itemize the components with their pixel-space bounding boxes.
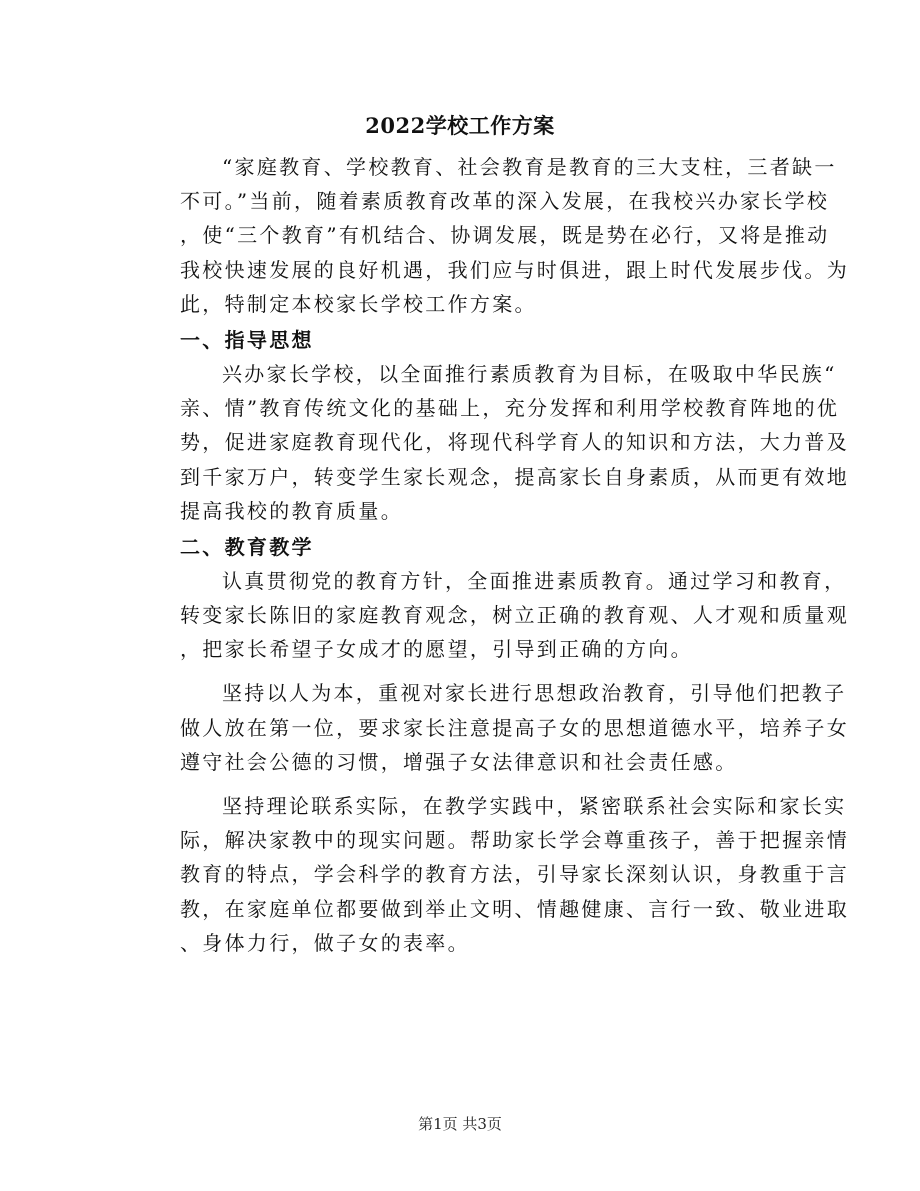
intro-line: 我校快速发展的良好机遇，我们应与时俱进，跟上时代发展步伐。为 <box>180 257 849 282</box>
paragraph-line: 坚持以人为本，重视对家长进行思想政治教育，引导他们把教子 <box>222 681 847 706</box>
paragraph-line: 转变家长陈旧的家庭教育观念，树立正确的教育观、人才观和质量观 <box>180 603 849 628</box>
paragraph-line: 亲、情”教育传统文化的基础上，充分发挥和利用学校教育阵地的优 <box>180 396 840 421</box>
page-number-footer: 第1页 共3页 <box>418 1115 502 1133</box>
document-title: 2022学校工作方案 <box>365 113 555 138</box>
paragraph-line: 势，促进家庭教育现代化，将现代科学育人的知识和方法，大力普及 <box>180 430 849 455</box>
paragraph-line: 教育的特点，学会科学的教育方法，引导家长深刻认识，身教重于言 <box>180 862 849 887</box>
section-heading-education-teaching: 二、教育教学 <box>180 534 314 559</box>
section-heading-guiding-thought: 一、指导思想 <box>180 327 314 352</box>
intro-line: 此，特制定本校家长学校工作方案。 <box>180 291 537 316</box>
intro-line: “家庭教育、学校教育、社会教育是教育的三大支柱，三者缺一 <box>222 155 837 179</box>
paragraph-line: 、身体力行，做子女的表率。 <box>180 930 470 955</box>
paragraph-line: ，把家长希望子女成才的愿望，引导到正确的方向。 <box>180 637 693 662</box>
paragraph-line: 坚持理论联系实际，在教学实践中，紧密联系社会实际和家长实 <box>222 794 847 818</box>
paragraph-line: 到千家万户，转变学生家长观念，提高家长自身素质，从而更有效地 <box>180 464 849 489</box>
paragraph-line: 兴办家长学校，以全面推行素质教育为目标，在吸取中华民族“ <box>222 361 837 386</box>
intro-line: 不可。”当前，随着素质教育改革的深入发展，在我校兴办家长学校 <box>180 189 830 214</box>
paragraph-line: 际，解决家教中的现实问题。帮助家长学会尊重孩子，善于把握亲情 <box>180 828 849 853</box>
paragraph-line: 教，在家庭单位都要做到举止文明、情趣健康、言行一致、敬业进取 <box>180 896 849 921</box>
document-body <box>180 150 849 960</box>
paragraph-line: 提高我校的教育质量。 <box>180 498 403 523</box>
paragraph-line: 遵守社会公德的习惯，增强子女法律意识和社会责任感。 <box>180 749 738 774</box>
intro-line: ，使“三个教育”有机结合、协调发展，既是势在必行，又将是推动 <box>180 223 830 248</box>
paragraph-line: 做人放在第一位，要求家长注意提高子女的思想道德水平，培养子女 <box>180 715 849 740</box>
paragraph-line: 认真贯彻党的教育方针，全面推进素质教育。通过学习和教育， <box>222 568 847 593</box>
